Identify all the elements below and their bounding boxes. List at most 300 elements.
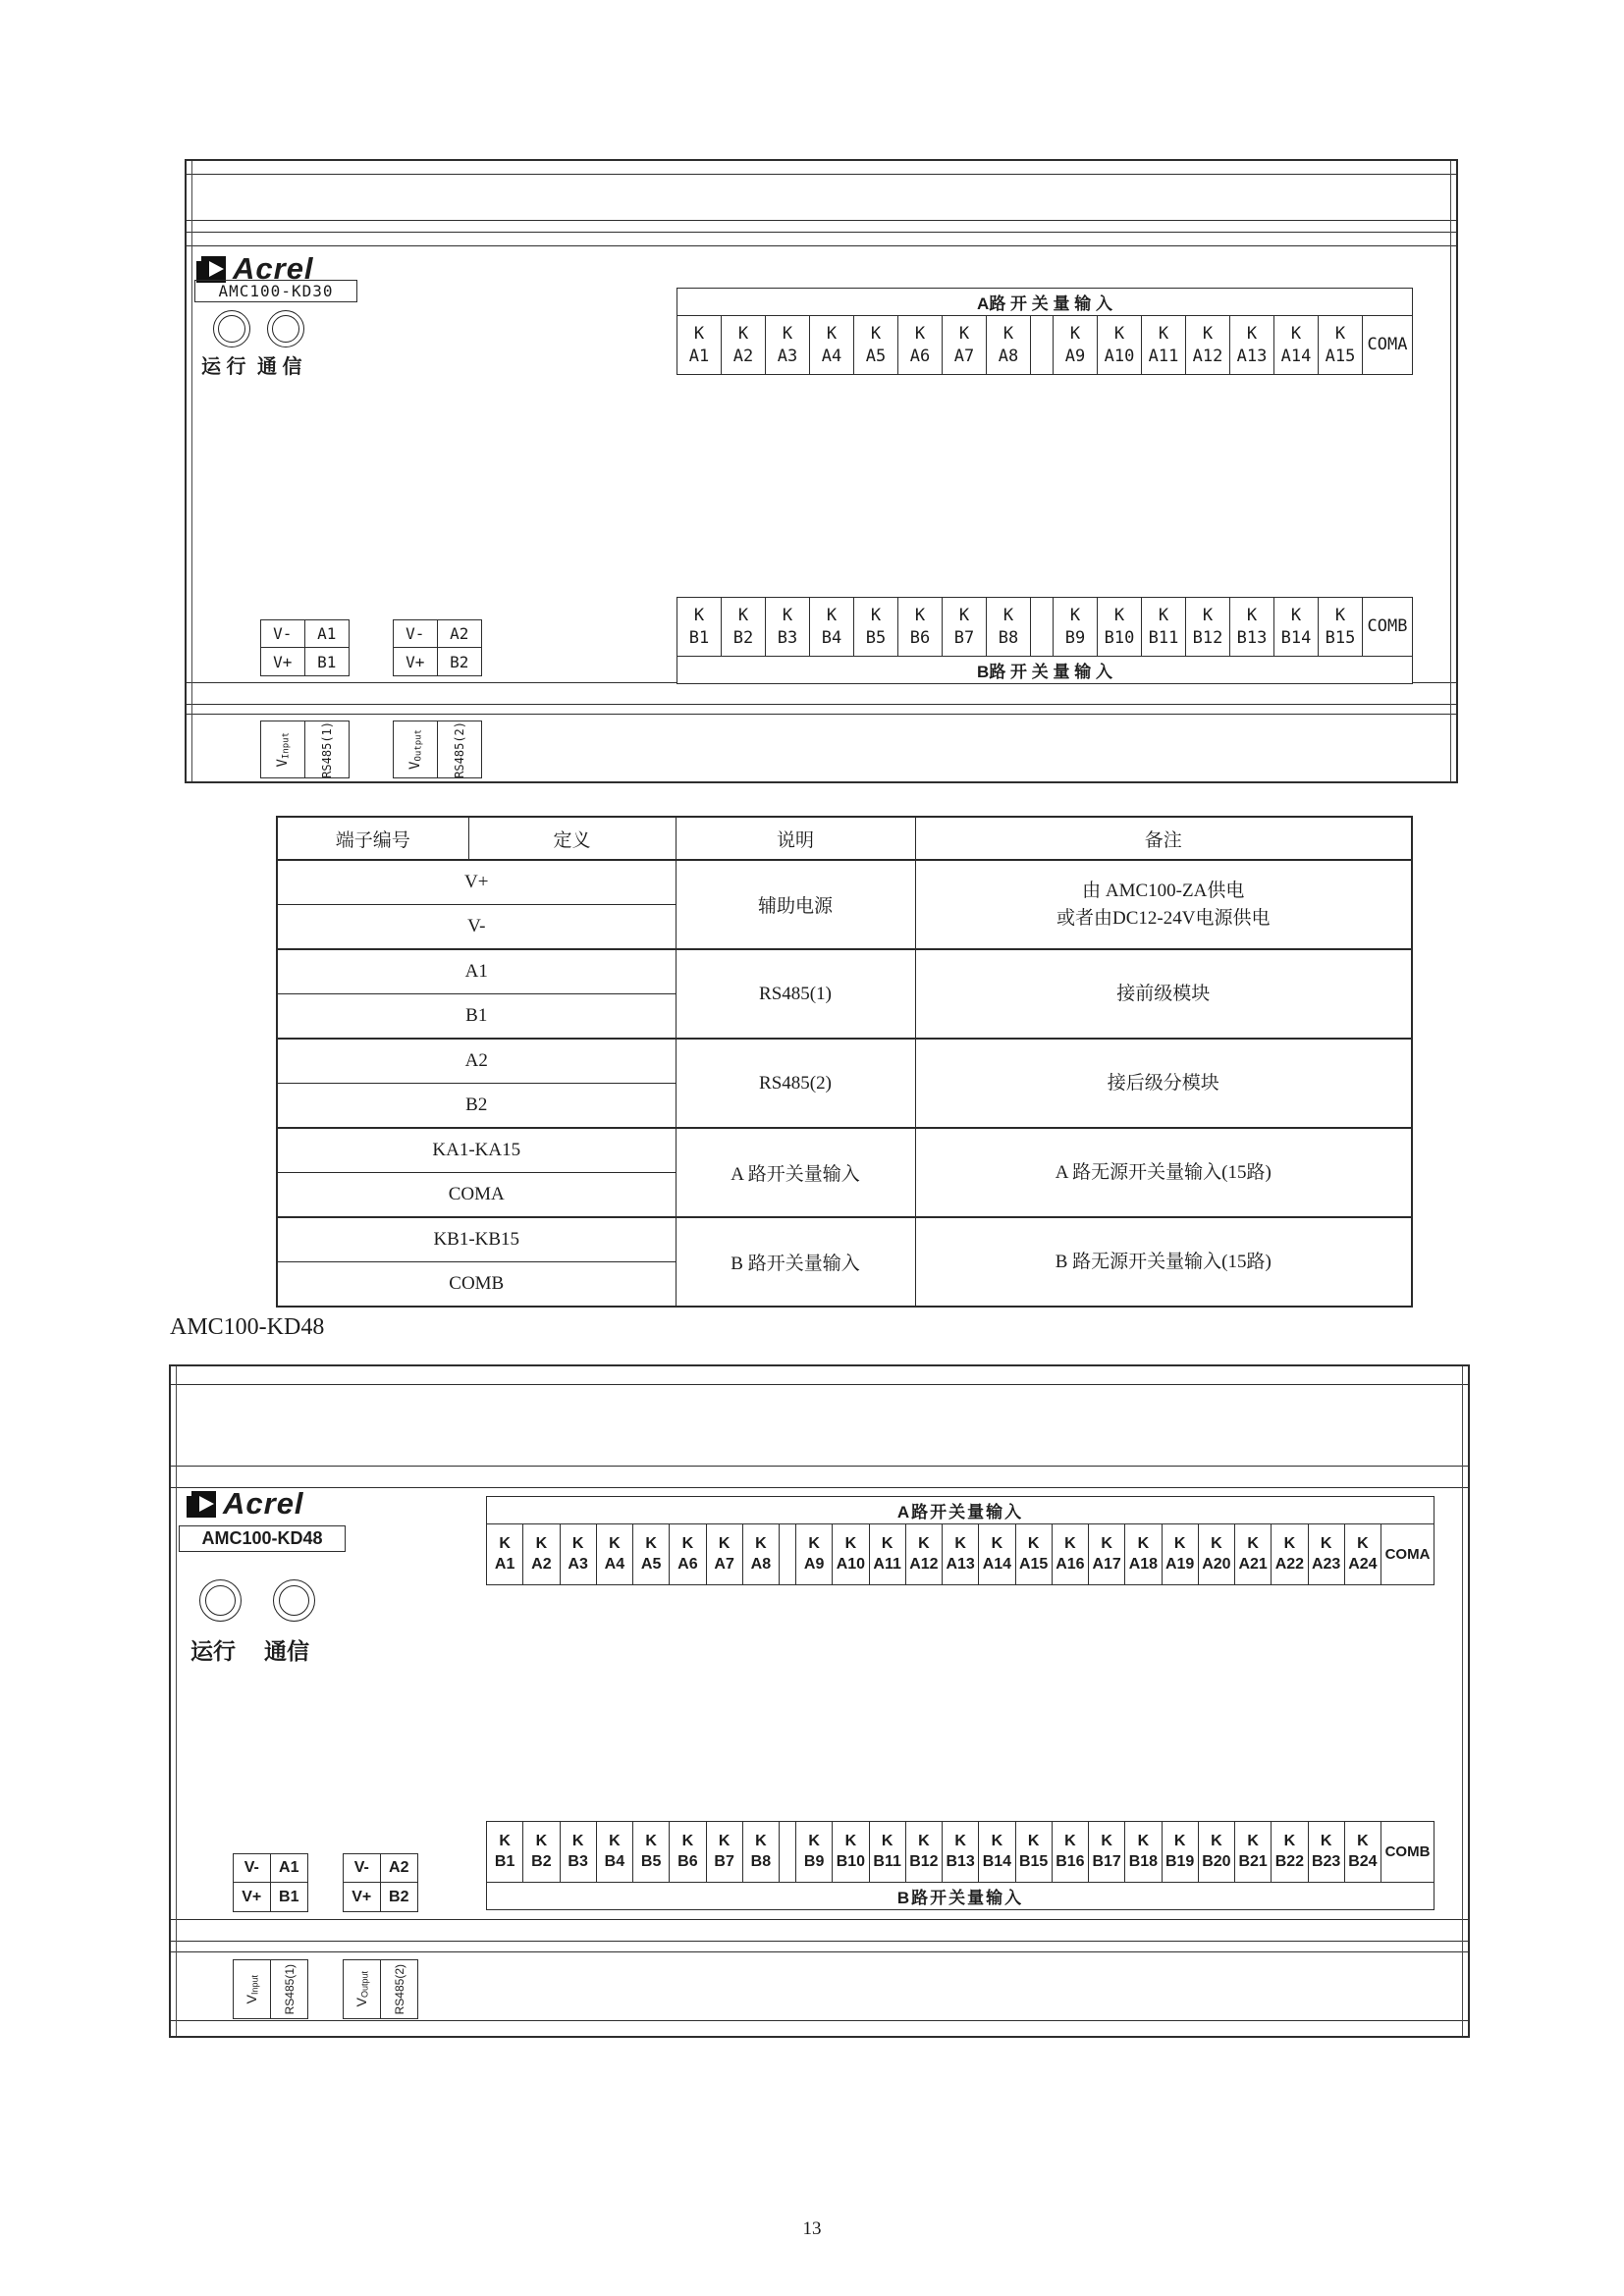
terminal-id-cell: A1 bbox=[277, 949, 676, 994]
channel-k-label: K bbox=[1202, 324, 1214, 345]
channel-id-label: B21 bbox=[1238, 1852, 1268, 1870]
channel-id-label: B24 bbox=[1348, 1852, 1378, 1870]
spec-column-header: 备注 bbox=[915, 817, 1412, 860]
channel-cell bbox=[898, 598, 943, 656]
channel-id-label: A12 bbox=[909, 1555, 939, 1573]
power-port-v-sub: Output bbox=[359, 1971, 370, 1999]
power-terminal-label: A1 bbox=[271, 1854, 308, 1883]
channel-cell bbox=[1345, 1524, 1381, 1584]
channel-k-label: K bbox=[1113, 324, 1125, 345]
channel-cell bbox=[1230, 316, 1274, 374]
channel-id-label: A13 bbox=[946, 1555, 975, 1573]
channel-k-label: K bbox=[1246, 606, 1258, 626]
channel-cell bbox=[987, 598, 1031, 656]
remark-cell bbox=[915, 1217, 1412, 1307]
channel-id-label: B11 bbox=[873, 1852, 901, 1870]
remark-cell bbox=[915, 860, 1412, 949]
channel-cell bbox=[1163, 1524, 1199, 1584]
channel-cell bbox=[1053, 1822, 1089, 1882]
rs485-port-text: RS485(1) bbox=[320, 721, 334, 777]
channel-id-label: A24 bbox=[1348, 1555, 1378, 1573]
remark-line: 接后级分模块 bbox=[1107, 1072, 1219, 1094]
channel-cell bbox=[722, 598, 766, 656]
spec-row bbox=[277, 1128, 1412, 1173]
channel-id-label: A14 bbox=[982, 1555, 1012, 1573]
device-panel-kd30 bbox=[185, 159, 1458, 783]
terminal-id-cell: V- bbox=[277, 905, 676, 950]
channel-k-label: K bbox=[1101, 1832, 1112, 1849]
power-terminal-label: V- bbox=[344, 1854, 381, 1883]
channel-id-label: B4 bbox=[604, 1852, 625, 1870]
channel-id-label: A6 bbox=[677, 1555, 698, 1573]
channel-cell bbox=[796, 1822, 833, 1882]
channel-k-label: K bbox=[808, 1832, 820, 1849]
route-b-terminal-block bbox=[486, 1821, 1435, 1910]
power-port-label bbox=[344, 1960, 381, 2018]
frame-line bbox=[187, 245, 1456, 246]
channel-k-label: K bbox=[1027, 1534, 1040, 1552]
power-terminal-label: V+ bbox=[234, 1883, 271, 1911]
spec-column-header: 说明 bbox=[676, 817, 915, 860]
channel-id-label: A12 bbox=[1192, 346, 1223, 366]
acrel-logo-icon bbox=[196, 256, 226, 283]
power-terminal-label: B2 bbox=[389, 1888, 409, 1905]
channel-cell bbox=[1274, 316, 1319, 374]
channel-k-label: K bbox=[1247, 1832, 1259, 1849]
channel-cell bbox=[833, 1524, 869, 1584]
channel-id-label: B3 bbox=[777, 627, 798, 648]
com-terminal-label: COMB bbox=[1384, 1842, 1431, 1860]
frame-line bbox=[187, 714, 1456, 715]
channel-cell bbox=[1089, 1524, 1125, 1584]
spec-row bbox=[277, 1039, 1412, 1084]
frame-line bbox=[187, 174, 1456, 175]
channel-k-label: K bbox=[826, 606, 838, 626]
page-number: 13 bbox=[802, 2218, 822, 2239]
channel-cell bbox=[1230, 598, 1274, 656]
channel-k-label: K bbox=[1246, 324, 1258, 345]
channel-id-label: B1 bbox=[688, 627, 710, 648]
channel-cell bbox=[707, 1822, 743, 1882]
remark-line: B 路无源开关量输入(15路) bbox=[1055, 1251, 1272, 1272]
remark-line: 由 AMC100-ZA供电 bbox=[1082, 880, 1245, 901]
channel-k-label: K bbox=[1357, 1534, 1369, 1552]
run-led-icon bbox=[213, 310, 250, 347]
brand-name: Acrel bbox=[233, 251, 314, 286]
channel-id-label: B23 bbox=[1311, 1852, 1341, 1870]
frame-line bbox=[171, 1951, 1468, 1952]
channel-k-label: K bbox=[1158, 324, 1169, 345]
channel-id-label: A1 bbox=[688, 346, 710, 366]
rs485-port-label bbox=[438, 721, 481, 777]
channel-id-label: A18 bbox=[1128, 1555, 1159, 1573]
channel-k-label: K bbox=[991, 1832, 1003, 1849]
route-a-cells bbox=[487, 1524, 1434, 1584]
remark-line: 接前级模块 bbox=[1116, 983, 1211, 1004]
channel-k-label: K bbox=[914, 324, 926, 345]
channel-k-label: K bbox=[609, 1832, 621, 1849]
channel-k-label: K bbox=[1334, 324, 1346, 345]
channel-cell bbox=[766, 316, 810, 374]
channel-cell bbox=[1186, 316, 1230, 374]
channel-id-label: A6 bbox=[909, 346, 931, 366]
channel-k-label: K bbox=[535, 1534, 548, 1552]
power-terminal-label: A2 bbox=[381, 1854, 418, 1883]
channel-k-label: K bbox=[499, 1534, 511, 1552]
channel-cell bbox=[487, 1822, 523, 1882]
channel-cell bbox=[677, 316, 722, 374]
channel-cell bbox=[854, 598, 898, 656]
frame-line bbox=[171, 1466, 1468, 1467]
power-port-v-sub: Input bbox=[249, 1974, 260, 1995]
route-a-title: A路 开 关 量 输 入 bbox=[677, 289, 1412, 316]
frame-line bbox=[1450, 161, 1451, 781]
channel-cell bbox=[979, 1524, 1015, 1584]
route-b-title: B路 开 关 量 输 入 bbox=[677, 656, 1412, 683]
channel-k-label: K bbox=[844, 1832, 857, 1849]
channel-gap bbox=[780, 1524, 796, 1584]
channel-cell bbox=[487, 1524, 523, 1584]
route-b-terminal-block bbox=[677, 597, 1413, 684]
channel-id-label: A14 bbox=[1280, 346, 1312, 366]
description-cell: B 路开关量输入 bbox=[676, 1217, 915, 1307]
channel-id-label: B15 bbox=[1325, 627, 1356, 648]
channel-cell bbox=[1163, 1822, 1199, 1882]
channel-id-label: A15 bbox=[1018, 1555, 1049, 1573]
channel-id-label: B2 bbox=[531, 1852, 552, 1870]
frame-line bbox=[187, 220, 1456, 221]
channel-id-label: B9 bbox=[803, 1852, 825, 1870]
channel-k-label: K bbox=[1290, 606, 1302, 626]
channel-id-label: B5 bbox=[865, 627, 887, 648]
terminal-id-cell: V+ bbox=[277, 860, 676, 905]
port-label-box-2 bbox=[343, 1959, 418, 2019]
channel-id-label: A2 bbox=[531, 1555, 552, 1573]
channel-k-label: K bbox=[1002, 324, 1014, 345]
channel-k-label: K bbox=[958, 324, 970, 345]
com-terminal-label: COMA bbox=[1367, 335, 1408, 355]
channel-id-label: B14 bbox=[982, 1852, 1012, 1870]
port-label-box-2 bbox=[393, 721, 482, 778]
run-led-label: 运 行 bbox=[201, 356, 246, 378]
channel-cell bbox=[597, 1822, 633, 1882]
channel-k-label: K bbox=[1211, 1534, 1222, 1552]
channel-id-label: A3 bbox=[568, 1555, 588, 1573]
run-led-label: 运行 bbox=[190, 1638, 236, 1664]
channel-id-label: B6 bbox=[677, 1852, 698, 1870]
channel-k-label: K bbox=[782, 606, 793, 626]
channel-k-label: K bbox=[918, 1832, 930, 1849]
channel-cell bbox=[1125, 1524, 1162, 1584]
channel-cell bbox=[1272, 1822, 1308, 1882]
channel-cell bbox=[1098, 598, 1142, 656]
remark-cell bbox=[915, 1128, 1412, 1217]
spec-header-row bbox=[277, 817, 1412, 860]
channel-id-label: A3 bbox=[777, 346, 798, 366]
power-port-text bbox=[244, 1975, 259, 2003]
description-cell: RS485(1) bbox=[676, 949, 915, 1039]
power-port-text bbox=[353, 1971, 369, 2006]
channel-cell bbox=[707, 1524, 743, 1584]
rs485-port-text: RS485(2) bbox=[392, 1963, 406, 2015]
channel-id-label: B18 bbox=[1128, 1852, 1159, 1870]
channel-cell bbox=[1054, 316, 1098, 374]
channel-k-label: K bbox=[535, 1832, 548, 1849]
channel-id-label: B10 bbox=[1104, 627, 1135, 648]
channel-cell bbox=[1319, 598, 1363, 656]
channel-cell bbox=[743, 1822, 780, 1882]
power-port-v: V bbox=[244, 1994, 260, 2004]
channel-k-label: K bbox=[645, 1534, 657, 1552]
channel-cell bbox=[561, 1822, 597, 1882]
channel-k-label: K bbox=[1069, 324, 1081, 345]
channel-k-label: K bbox=[914, 606, 926, 626]
channel-id-label: A9 bbox=[1064, 346, 1086, 366]
spec-row bbox=[277, 1217, 1412, 1262]
power-terminal-block-1 bbox=[233, 1853, 308, 1912]
route-b-title: B路开关量输入 bbox=[487, 1882, 1434, 1909]
comm-led-label: 通信 bbox=[264, 1638, 309, 1664]
channel-id-label: B13 bbox=[1236, 627, 1268, 648]
frame-line bbox=[171, 1384, 1468, 1385]
rs485-port-label bbox=[305, 721, 349, 777]
channel-k-label: K bbox=[681, 1534, 694, 1552]
route-b-cells bbox=[677, 598, 1412, 656]
channel-id-label: B22 bbox=[1274, 1852, 1305, 1870]
com-terminal-label: COMA bbox=[1384, 1545, 1431, 1563]
description-cell: 辅助电源 bbox=[676, 860, 915, 949]
power-port-label bbox=[234, 1960, 271, 2018]
terminal-id-cell: B1 bbox=[277, 994, 676, 1040]
channel-id-label: B5 bbox=[640, 1852, 662, 1870]
channel-id-label: A2 bbox=[732, 346, 754, 366]
channel-k-label: K bbox=[826, 324, 838, 345]
run-led-icon bbox=[199, 1579, 242, 1622]
channel-id-label: A1 bbox=[494, 1555, 515, 1573]
route-a-terminal-block bbox=[677, 288, 1413, 375]
port-label-box-1 bbox=[260, 721, 350, 778]
spec-column-header: 定义 bbox=[468, 817, 676, 860]
power-terminal-label: V- bbox=[261, 620, 305, 648]
channel-k-label: K bbox=[1173, 1534, 1186, 1552]
terminal-id-cell: COMA bbox=[277, 1173, 676, 1218]
channel-cell bbox=[1098, 316, 1142, 374]
remark-cell bbox=[915, 1039, 1412, 1128]
frame-line bbox=[187, 232, 1456, 233]
channel-k-label: K bbox=[737, 324, 749, 345]
channel-id-label: A19 bbox=[1164, 1555, 1195, 1573]
power-terminal-block-2 bbox=[393, 619, 482, 676]
channel-k-label: K bbox=[954, 1534, 966, 1552]
channel-k-label: K bbox=[693, 324, 705, 345]
channel-cell bbox=[1053, 1524, 1089, 1584]
channel-k-label: K bbox=[870, 606, 882, 626]
channel-k-label: K bbox=[1173, 1832, 1186, 1849]
power-terminal-label: V- bbox=[394, 620, 438, 648]
power-port-text bbox=[407, 729, 423, 770]
terminal-id-cell: A2 bbox=[277, 1039, 676, 1084]
channel-k-label: K bbox=[782, 324, 793, 345]
channel-cell bbox=[1142, 316, 1186, 374]
channel-id-label: B17 bbox=[1092, 1852, 1121, 1870]
spec-column-header: 端子编号 bbox=[277, 817, 468, 860]
channel-cell bbox=[523, 1524, 560, 1584]
channel-k-label: K bbox=[1113, 606, 1125, 626]
channel-id-label: B13 bbox=[946, 1852, 975, 1870]
channel-id-label: B1 bbox=[494, 1852, 515, 1870]
channel-cell bbox=[833, 1822, 869, 1882]
power-terminal-label: V+ bbox=[394, 648, 438, 675]
channel-cell bbox=[943, 1822, 979, 1882]
channel-cell bbox=[1319, 316, 1363, 374]
channel-id-label: B6 bbox=[909, 627, 931, 648]
power-terminal-label: B1 bbox=[317, 652, 337, 671]
channel-k-label: K bbox=[1247, 1534, 1259, 1552]
channel-cell bbox=[1016, 1524, 1053, 1584]
terminal-id-cell: KA1-KA15 bbox=[277, 1128, 676, 1173]
power-terminal-block-1 bbox=[260, 619, 350, 676]
power-port-label bbox=[261, 721, 305, 777]
terminal-spec-table bbox=[276, 816, 1413, 1308]
channel-cell bbox=[979, 1822, 1015, 1882]
channel-id-label: A4 bbox=[604, 1555, 625, 1573]
frame-line bbox=[171, 1919, 1468, 1920]
frame-line bbox=[1462, 1366, 1463, 2036]
channel-cell bbox=[810, 316, 854, 374]
route-a-terminal-block bbox=[486, 1496, 1435, 1585]
channel-k-label: K bbox=[718, 1832, 731, 1849]
channel-id-label: A22 bbox=[1274, 1555, 1305, 1573]
channel-cell bbox=[670, 1822, 706, 1882]
channel-k-label: K bbox=[1069, 606, 1081, 626]
channel-cell bbox=[870, 1822, 906, 1882]
power-port-v-sub: Output bbox=[413, 729, 424, 762]
channel-id-label: A21 bbox=[1238, 1555, 1268, 1573]
power-port-label bbox=[394, 721, 438, 777]
channel-id-label: A8 bbox=[750, 1555, 772, 1573]
channel-id-label: B14 bbox=[1280, 627, 1312, 648]
channel-k-label: K bbox=[808, 1534, 820, 1552]
channel-k-label: K bbox=[1357, 1832, 1369, 1849]
power-terminal-label: V+ bbox=[261, 648, 305, 675]
channel-id-label: A7 bbox=[714, 1555, 734, 1573]
channel-cell bbox=[1199, 1822, 1235, 1882]
channel-id-label: A11 bbox=[873, 1555, 901, 1573]
channel-k-label: K bbox=[1290, 324, 1302, 345]
route-a-cells bbox=[677, 316, 1412, 374]
spec-row bbox=[277, 949, 1412, 994]
frame-line bbox=[171, 1941, 1468, 1942]
channel-k-label: K bbox=[1320, 1832, 1332, 1849]
acrel-logo-icon bbox=[187, 1491, 216, 1518]
channel-id-label: A10 bbox=[1104, 346, 1135, 366]
power-terminal-label: B2 bbox=[450, 652, 469, 671]
route-a-title: A路开关量输入 bbox=[487, 1497, 1434, 1524]
channel-cell bbox=[1142, 598, 1186, 656]
frame-line bbox=[176, 1366, 177, 2036]
frame-line bbox=[187, 704, 1456, 705]
channel-k-label: K bbox=[1211, 1832, 1222, 1849]
channel-cell bbox=[854, 316, 898, 374]
power-terminal-label: A1 bbox=[305, 620, 350, 648]
channel-cell bbox=[1186, 598, 1230, 656]
channel-id-label: B16 bbox=[1056, 1852, 1085, 1870]
rs485-port-label bbox=[271, 1960, 307, 2018]
brand-logo bbox=[187, 1486, 304, 1522]
rs485-port-text: RS485(1) bbox=[282, 1963, 297, 2015]
port-label-box-1 bbox=[233, 1959, 308, 2019]
power-port-v-sub: Input bbox=[281, 731, 292, 759]
channel-cell bbox=[1089, 1822, 1125, 1882]
channel-cell bbox=[1235, 1822, 1272, 1882]
channel-id-label: B3 bbox=[568, 1852, 588, 1870]
channel-k-label: K bbox=[609, 1534, 621, 1552]
channel-cell bbox=[633, 1524, 670, 1584]
description-cell: A 路开关量输入 bbox=[676, 1128, 915, 1217]
channel-cell bbox=[523, 1822, 560, 1882]
channel-id-label: B15 bbox=[1018, 1852, 1049, 1870]
channel-cell bbox=[796, 1524, 833, 1584]
channel-cell bbox=[943, 598, 987, 656]
comm-led-label: 通 信 bbox=[257, 356, 302, 378]
channel-id-label: B20 bbox=[1202, 1852, 1231, 1870]
channel-cell bbox=[1272, 1524, 1308, 1584]
channel-cell bbox=[1274, 598, 1319, 656]
channel-cell bbox=[906, 1822, 943, 1882]
rs485-port-text: RS485(2) bbox=[453, 721, 466, 777]
power-terminal-label: V- bbox=[234, 1854, 271, 1883]
channel-id-label: B8 bbox=[750, 1852, 772, 1870]
channel-cell bbox=[1309, 1524, 1345, 1584]
channel-id-label: B12 bbox=[909, 1852, 939, 1870]
channel-cell bbox=[870, 1524, 906, 1584]
channel-cell bbox=[1345, 1822, 1381, 1882]
channel-k-label: K bbox=[1002, 606, 1014, 626]
channel-gap bbox=[780, 1822, 796, 1882]
channel-id-label: B7 bbox=[953, 627, 975, 648]
channel-k-label: K bbox=[1137, 1534, 1150, 1552]
channel-id-label: A5 bbox=[865, 346, 887, 366]
channel-k-label: K bbox=[571, 1534, 584, 1552]
channel-k-label: K bbox=[1320, 1534, 1332, 1552]
spec-row bbox=[277, 860, 1412, 905]
channel-k-label: K bbox=[844, 1534, 857, 1552]
channel-cell bbox=[898, 316, 943, 374]
channel-id-label: A11 bbox=[1148, 346, 1179, 366]
power-port-v: V bbox=[353, 1998, 370, 2007]
channel-id-label: A20 bbox=[1202, 1555, 1231, 1573]
section-label: AMC100-KD48 bbox=[170, 1314, 325, 1340]
channel-k-label: K bbox=[1202, 606, 1214, 626]
channel-id-label: B4 bbox=[821, 627, 842, 648]
channel-id-label: B11 bbox=[1148, 627, 1179, 648]
channel-cell bbox=[597, 1524, 633, 1584]
route-b-cells bbox=[487, 1822, 1434, 1882]
channel-id-label: A10 bbox=[836, 1555, 866, 1573]
channel-k-label: K bbox=[991, 1534, 1003, 1552]
channel-id-label: A23 bbox=[1311, 1555, 1341, 1573]
channel-cell bbox=[943, 316, 987, 374]
comm-led-icon bbox=[273, 1579, 315, 1622]
channel-k-label: K bbox=[870, 324, 882, 345]
power-terminal-label: B1 bbox=[279, 1888, 299, 1905]
power-port-v: V bbox=[274, 758, 291, 768]
channel-k-label: K bbox=[881, 1832, 893, 1849]
channel-id-label: B8 bbox=[998, 627, 1019, 648]
power-terminal-label: A2 bbox=[438, 620, 482, 648]
channel-k-label: K bbox=[693, 606, 705, 626]
channel-id-label: A5 bbox=[640, 1555, 662, 1573]
